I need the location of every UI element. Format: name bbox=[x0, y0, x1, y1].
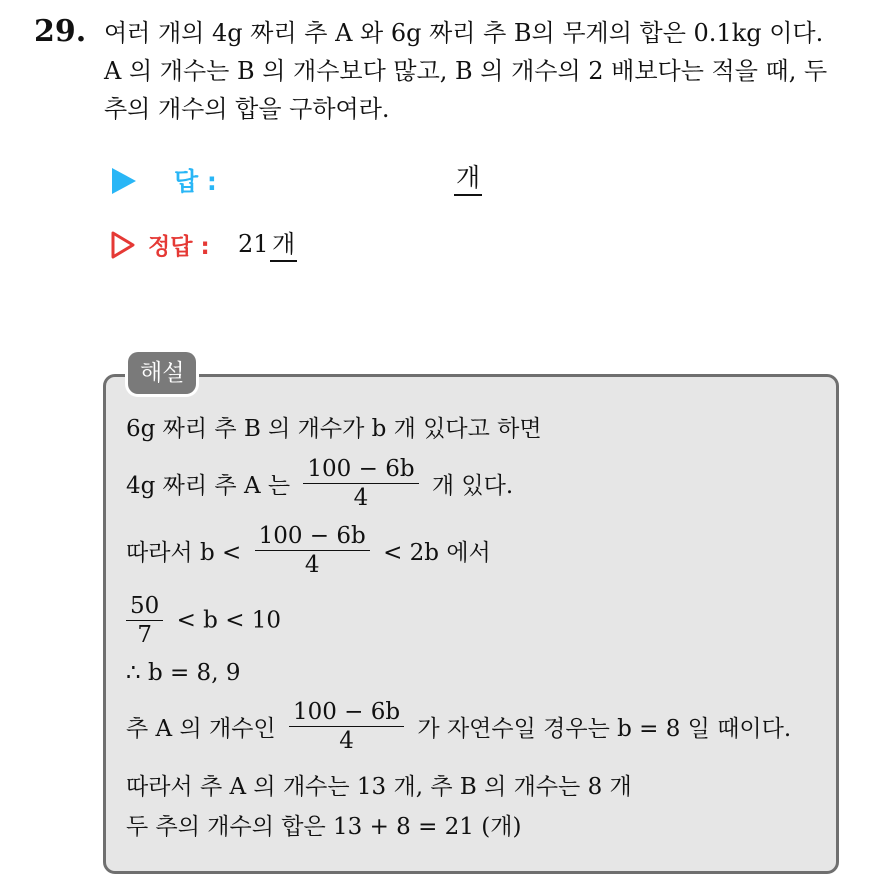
fraction-denominator: 7 bbox=[137, 622, 152, 648]
solution-line: 따라서 추 A 의 개수는 13 개, 추 B 의 개수는 8 개 bbox=[126, 774, 632, 800]
solution-line bbox=[126, 455, 514, 511]
outline-play-icon bbox=[110, 230, 136, 260]
solution-line: 두 추의 개수의 합은 13 + 8 = 21 (개) bbox=[126, 814, 522, 840]
solution-text: 가 자연수일 경우는 b = 8 일 때이다. bbox=[417, 716, 792, 742]
correct-answer-label: 정답 : bbox=[148, 234, 210, 260]
solution-text: 4g 짜리 추 A 는 bbox=[126, 473, 291, 499]
correct-answer-value: 21 bbox=[238, 230, 269, 258]
fraction bbox=[303, 455, 418, 512]
fraction-denominator: 4 bbox=[339, 728, 354, 754]
question-line: A 의 개수는 B 의 개수보다 많고, B 의 개수의 2 배보다는 적을 때, 두 bbox=[104, 57, 828, 85]
solution-line bbox=[126, 592, 282, 648]
fraction bbox=[255, 522, 370, 579]
fraction-numerator: 100 − 6b bbox=[255, 522, 370, 551]
fraction-denominator: 4 bbox=[353, 485, 369, 511]
solution-line: 6g 짜리 추 B 의 개수가 b 개 있다고 하면 bbox=[126, 416, 542, 442]
question-line: 추의 개수의 합을 구하여라. bbox=[104, 95, 390, 123]
solution-text: 따라서 b < bbox=[126, 540, 242, 566]
fraction bbox=[126, 592, 163, 649]
solution-text: < 2b 에서 bbox=[383, 540, 491, 566]
solution-line: ∴ b = 8, 9 bbox=[126, 660, 241, 686]
correct-answer-row bbox=[110, 226, 610, 266]
answer-label: 답 : bbox=[174, 167, 217, 196]
fraction bbox=[289, 698, 404, 755]
solution-text: 개 있다. bbox=[431, 473, 514, 499]
answer-unit: 개 bbox=[454, 162, 482, 196]
solution-text: < b < 10 bbox=[176, 607, 282, 634]
fraction-numerator: 50 bbox=[126, 592, 163, 621]
question-line: 여러 개의 4g 짜리 추 A 와 6g 짜리 추 B의 무게의 합은 0.1kg 이다. bbox=[104, 19, 824, 47]
solution-line bbox=[126, 522, 491, 578]
solution-tag: 해설 bbox=[128, 352, 196, 394]
answer-row bbox=[110, 162, 610, 202]
fraction-numerator: 100 − 6b bbox=[303, 455, 418, 484]
fraction-numerator: 100 − 6b bbox=[289, 698, 404, 727]
question-number: 29. bbox=[34, 14, 87, 49]
question-text bbox=[104, 14, 874, 128]
solution-line bbox=[126, 698, 792, 754]
correct-answer-unit: 개 bbox=[270, 228, 297, 262]
fraction-denominator: 4 bbox=[304, 552, 320, 578]
play-icon bbox=[112, 168, 136, 194]
solution-text: 추 A 의 개수인 bbox=[126, 716, 276, 742]
